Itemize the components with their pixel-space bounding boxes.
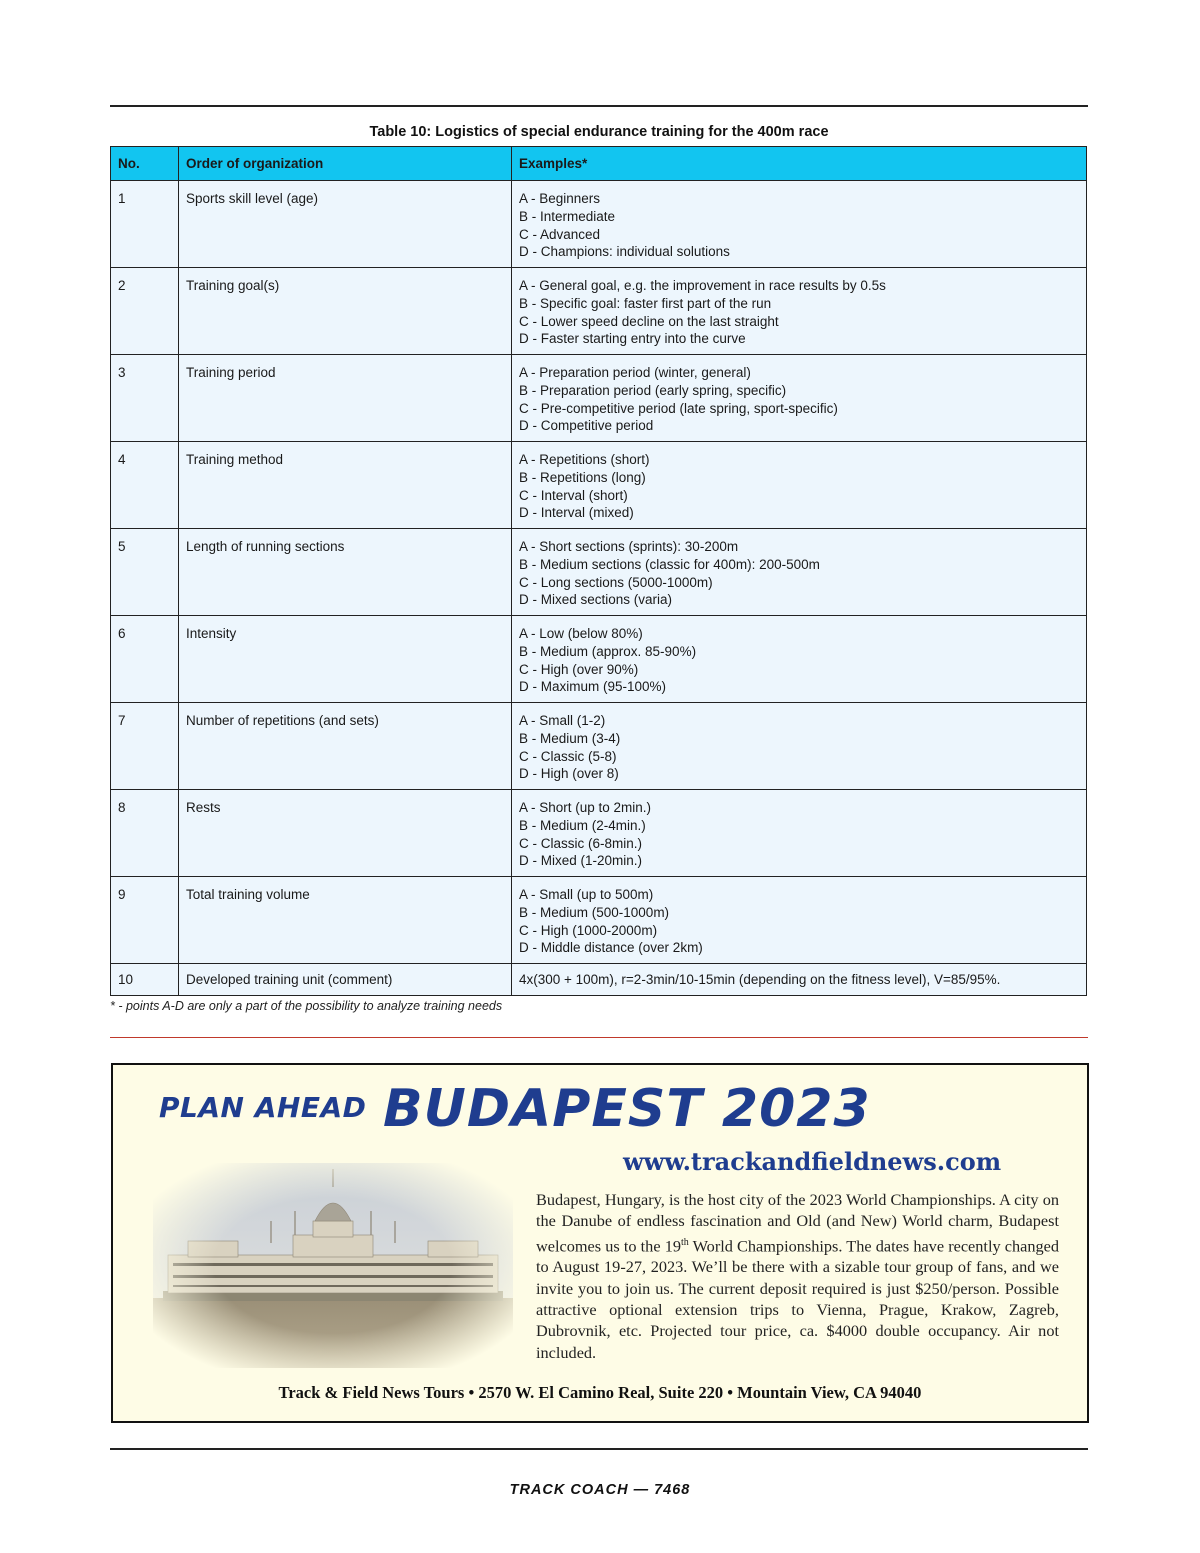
row-number: 6	[111, 616, 179, 703]
row-order: Training goal(s)	[179, 268, 512, 355]
example-line: A - Low (below 80%)	[519, 626, 643, 641]
example-line: C - Advanced	[519, 226, 601, 242]
table-caption: Table 10: Logistics of special endurance training for the 400m race	[369, 124, 829, 140]
ad-plan-ahead: PLAN AHEAD	[159, 1091, 367, 1124]
row-order: Rests	[179, 790, 512, 877]
example-line: C - Classic (6-8min.)	[519, 835, 643, 851]
example-line: D - Maximum (95-100%)	[519, 679, 667, 695]
row-number: 8	[111, 790, 179, 877]
example-line: A - Short (up to 2min.)	[519, 800, 652, 815]
table-row	[111, 877, 1087, 964]
bottom-rule	[110, 1448, 1088, 1450]
row-order: Training method	[179, 442, 512, 529]
row-number: 5	[111, 529, 179, 616]
example-line: C - Pre-competitive period (late spring, sport-specific)	[519, 400, 838, 416]
budapest-advertisement	[111, 1063, 1089, 1423]
table-row	[111, 790, 1087, 877]
row-examples	[512, 442, 1087, 529]
example-line: C - Classic (5-8)	[519, 748, 617, 764]
example-line: D - Mixed sections (varia)	[519, 592, 673, 608]
example-line: C - Long sections (5000-1000m)	[519, 574, 713, 590]
example-line: B - Medium (approx. 85-90%)	[519, 643, 697, 659]
row-examples	[512, 790, 1087, 877]
example-line: A - Small (up to 500m)	[519, 887, 654, 902]
example-line: A - Beginners	[519, 191, 601, 206]
example-line: B - Intermediate	[519, 208, 616, 224]
example-line: B - Medium sections (classic for 400m): 200-500m	[519, 556, 820, 572]
row-number: 4	[111, 442, 179, 529]
row-examples	[512, 964, 1087, 996]
row-order: Number of repetitions (and sets)	[179, 703, 512, 790]
row-examples	[512, 355, 1087, 442]
divider	[110, 1037, 1088, 1038]
example-line: D - Champions: individual solutions	[519, 244, 730, 260]
table-header-row	[111, 147, 1087, 181]
page-footer: TRACK COACH — 7468	[509, 1482, 691, 1498]
ad-blurb-part-b: World Championships. The dates have recently changed to August 19-27, 2023. We’ll be there with a sizable tour group of fans, and we invite you to join us. The current deposit required is just $250/person. Possible attractive optional extension trips to Vienna, Prague, Krakow, Zagreb, Dubrovnik, etc. Projected tour price, ca. $4000 double occupancy. Air not included.	[536, 1236, 1059, 1362]
row-examples	[512, 181, 1087, 268]
example-line: A - Small (1-2)	[519, 713, 606, 728]
example-line: B - Repetitions (long)	[519, 469, 646, 485]
example-line: C - High (1000-2000m)	[519, 922, 658, 938]
row-examples	[512, 616, 1087, 703]
header-no: No.	[111, 147, 179, 181]
top-rule	[110, 105, 1088, 107]
row-order: Developed training unit (comment)	[179, 964, 512, 996]
table-row	[111, 442, 1087, 529]
row-number: 2	[111, 268, 179, 355]
row-order: Total training volume	[179, 877, 512, 964]
table-row	[111, 616, 1087, 703]
row-number: 7	[111, 703, 179, 790]
example-line: B - Medium (500-1000m)	[519, 904, 670, 920]
row-number: 9	[111, 877, 179, 964]
table-footnote: * - points A-D are only a part of the possibility to analyze training needs	[110, 999, 503, 1013]
ad-address: Track & Field News Tours • 2570 W. El Camino Real, Suite 220 • Mountain View, CA 94040	[278, 1383, 922, 1402]
example-line: B - Preparation period (early spring, specific)	[519, 382, 787, 398]
example-line: B - Medium (2-4min.)	[519, 817, 646, 833]
example-line: B - Specific goal: faster first part of the run	[519, 295, 772, 311]
example-line: D - Faster starting entry into the curve	[519, 331, 746, 347]
example-line: D - Mixed (1-20min.)	[519, 853, 643, 869]
example-line: D - High (over 8)	[519, 766, 619, 782]
example-line: D - Middle distance (over 2km)	[519, 940, 703, 956]
table-row	[111, 268, 1087, 355]
header-examples: Examples*	[512, 147, 1087, 181]
example-line: D - Competitive period	[519, 418, 654, 434]
example-line: A - Short sections (sprints): 30-200m	[519, 539, 739, 554]
example-line: C - Lower speed decline on the last straight	[519, 313, 779, 329]
example-line: C - High (over 90%)	[519, 661, 639, 677]
row-number: 3	[111, 355, 179, 442]
example-line: 4x(300 + 100m), r=2-3min/10-15min (depending on the fitness level), V=85/95%.	[519, 972, 1001, 987]
row-order: Length of running sections	[179, 529, 512, 616]
row-examples	[512, 703, 1087, 790]
ad-blurb-part-a: Budapest, Hungary, is the host city of the 2023 World Championships. A city on the Danube of endless fascination and Old (and New) World charm, Budapest welcomes us to the 19	[536, 1190, 1059, 1256]
row-examples	[512, 529, 1087, 616]
table-row	[111, 529, 1087, 616]
table-row	[111, 355, 1087, 442]
training-table	[110, 146, 1087, 996]
row-order: Intensity	[179, 616, 512, 703]
example-line: B - Medium (3-4)	[519, 730, 621, 746]
table-row	[111, 964, 1087, 996]
ad-blurb	[536, 1189, 1059, 1363]
row-order: Sports skill level (age)	[179, 181, 512, 268]
example-line: A - General goal, e.g. the improvement in race results by 0.5s	[519, 278, 886, 293]
ad-headline: BUDAPEST 2023	[383, 1079, 871, 1139]
ad-blurb-sup: th	[680, 1236, 689, 1248]
row-number: 1	[111, 181, 179, 268]
table-row	[111, 181, 1087, 268]
row-examples	[512, 268, 1087, 355]
parliament-photo	[153, 1163, 513, 1368]
example-line: A - Preparation period (winter, general)	[519, 365, 751, 380]
example-line: D - Interval (mixed)	[519, 505, 634, 521]
table-row	[111, 703, 1087, 790]
row-order: Training period	[179, 355, 512, 442]
example-line: C - Interval (short)	[519, 487, 628, 503]
header-order: Order of organization	[179, 147, 512, 181]
example-line: A - Repetitions (short)	[519, 452, 650, 467]
row-number: 10	[111, 964, 179, 996]
ad-url-link[interactable]: www.trackandfieldnews.com	[623, 1147, 1002, 1176]
row-examples	[512, 877, 1087, 964]
